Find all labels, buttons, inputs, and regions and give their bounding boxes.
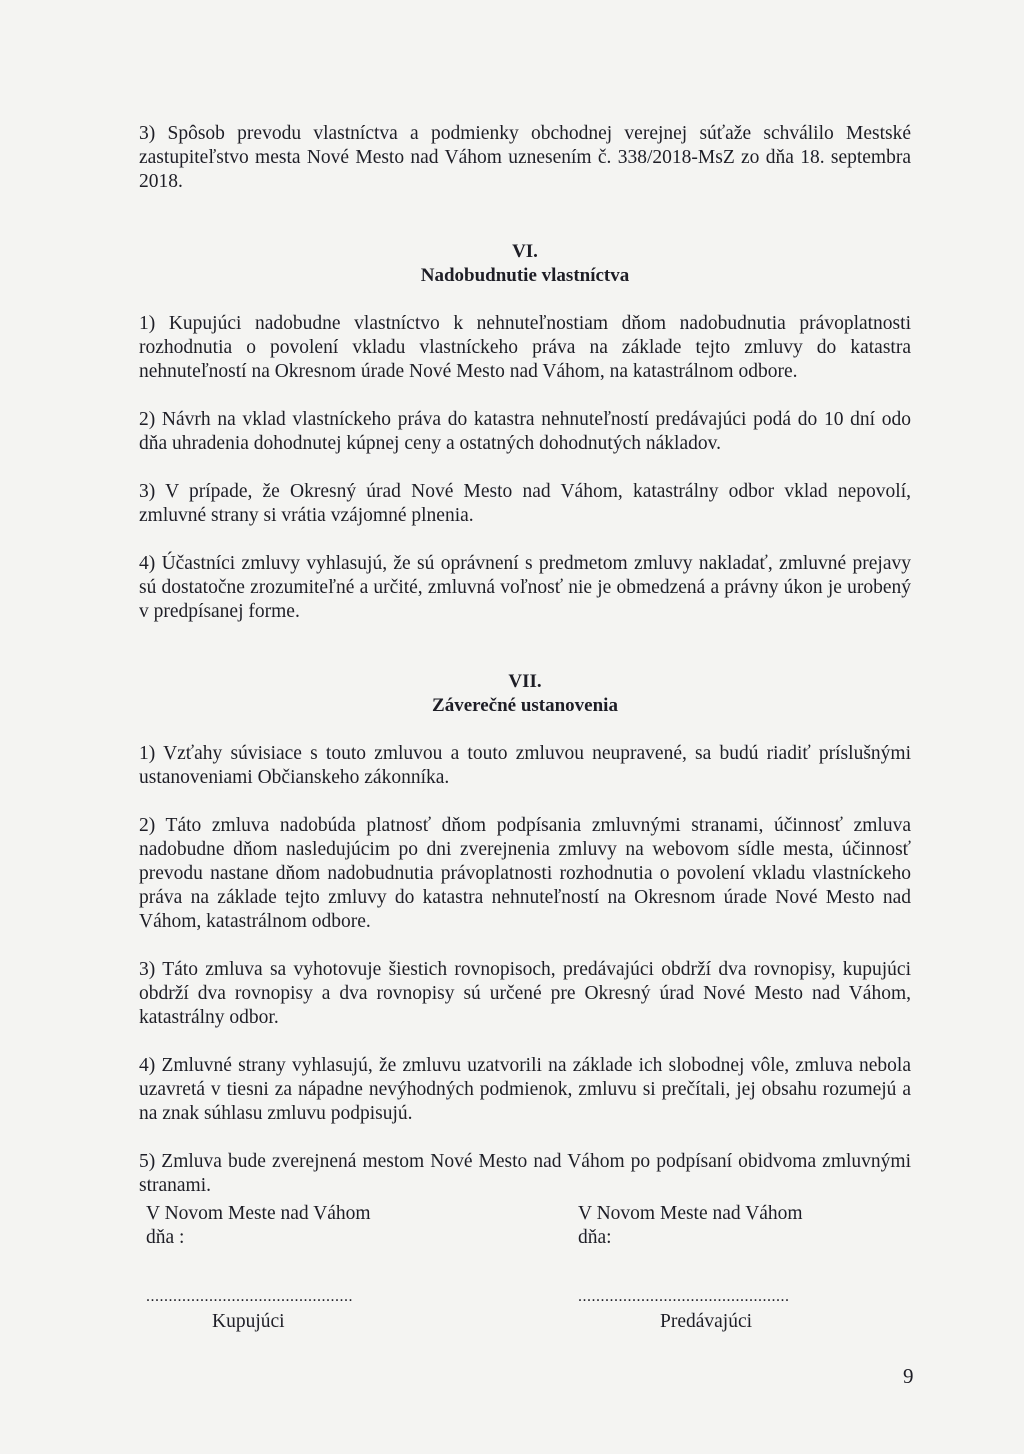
signature-place: V Novom Meste nad Váhom [578, 1203, 803, 1224]
section-vii-title: Záverečné ustanovenia [432, 695, 618, 716]
section-vi-paragraph-2: 2) Návrh na vklad vlastníckeho práva do katastra nehnuteľností predávajúci podá do 10 dní odo dňa uhradenia dohodnutej kúpnej ceny a ostatných dohodnutých nákladov. [139, 409, 911, 454]
document-body [139, 122, 911, 1222]
section-vii-paragraph-3: 3) Táto zmluva sa vyhotovuje šiestich rovnopisoch, predávajúci obdrží dva rovnopisy, kupujúci obdrží dva rovnopisy a dva rovnopisy sú určené pre Okresný úrad Nové Mesto nad Váhom, katastrálny odbor. [139, 959, 911, 1028]
section-vii-paragraph-2: 2) Táto zmluva nadobúda platnosť dňom podpísania zmluvnými stranami, účinnosť zmluva nadobudne dňom nasledujúcim po dni zverejnenia zmluvy na webovom sídle mesta, účinnosť prevodu nastane dňom nadobudnutia právoplatnosti rozhodnutia o povolení vkladu vlastníckeho práva na základe tejto zmluvy do katastra nehnuteľností na Okresnom úrade Nové Mesto nad Váhom, katastrálnom odbore. [139, 815, 911, 932]
section-vii-paragraph-5: 5) Zmluva bude zverejnená mestom Nové Mesto nad Váhom po podpísaní obidvoma zmluvnými stranami. [139, 1151, 911, 1196]
section-vi-paragraph-1: 1) Kupujúci nadobudne vlastníctvo k nehnuteľnostiam dňom nadobudnutia právoplatnosti rozhodnutia o povolení vkladu vlastníckeho práva na základe tejto zmluvy do katastra nehnuteľností na Okresnom úrade Nové Mesto nad Váhom, na katastrálnom odbore. [139, 313, 911, 382]
section-vii [139, 670, 911, 1198]
section-vi-number: VI. [512, 241, 538, 262]
spacer [139, 718, 911, 742]
signature-date-label: dňa: [578, 1227, 612, 1248]
section-vi-title: Nadobudnutie vlastníctva [420, 265, 630, 286]
spacer [139, 648, 911, 670]
signature-block-seller [578, 1202, 908, 1334]
signature-line: ............................................... [578, 1288, 790, 1305]
signature-place: V Novom Meste nad Váhom [146, 1203, 371, 1224]
section-vi-paragraph-3: 3) V prípade, že Okresný úrad Nové Mesto nad Váhom, katastrálny odbor vklad nepovolí, zmluvné strany si vrátia vzájomné plnenia. [139, 481, 911, 526]
signature-role-buyer: Kupujúci [212, 1311, 285, 1332]
section-vii-number: VII. [508, 671, 542, 692]
section-vi-paragraph-4: 4) Účastníci zmluvy vyhlasujú, že sú oprávnení s predmetom zmluvy nakladať, zmluvné prejavy sú dostatočne zrozumiteľné a určité, zmluvná voľnosť nie je obmedzená a právny úkon je urobený v predpísanej forme. [139, 553, 911, 622]
signature-line: .............................................. [146, 1288, 353, 1305]
signature-date-label: dňa : [146, 1227, 185, 1248]
section-vi [139, 240, 911, 624]
section-vii-paragraph-1: 1) Vzťahy súvisiace s touto zmluvou a touto zmluvou neupravené, sa budú riadiť príslušnými ustanoveniami Občianskeho zákonníka. [139, 743, 911, 788]
page-number: 9 [903, 1364, 914, 1388]
signature-role-seller: Predávajúci [660, 1311, 753, 1332]
section-vii-paragraph-4: 4) Zmluvné strany vyhlasujú, že zmluvu uzatvorili na základe ich slobodnej vôle, zmluva nebola uzavretá v tiesni za nápadne nevýhodných podmienok, zmluvu si prečítali, jej obsahu rozumejú a na znak súhlasu zmluvu podpisujú. [139, 1055, 911, 1124]
section-v-paragraph-3: 3) Spôsob prevodu vlastníctva a podmienky obchodnej verejnej súťaže schválilo Mestské zastupiteľstvo mesta Nové Mesto nad Váhom uznesením č. 338/2018-MsZ zo dňa 18. septembra 2018. [139, 123, 911, 192]
signature-block-buyer [146, 1202, 476, 1334]
spacer [139, 288, 911, 312]
